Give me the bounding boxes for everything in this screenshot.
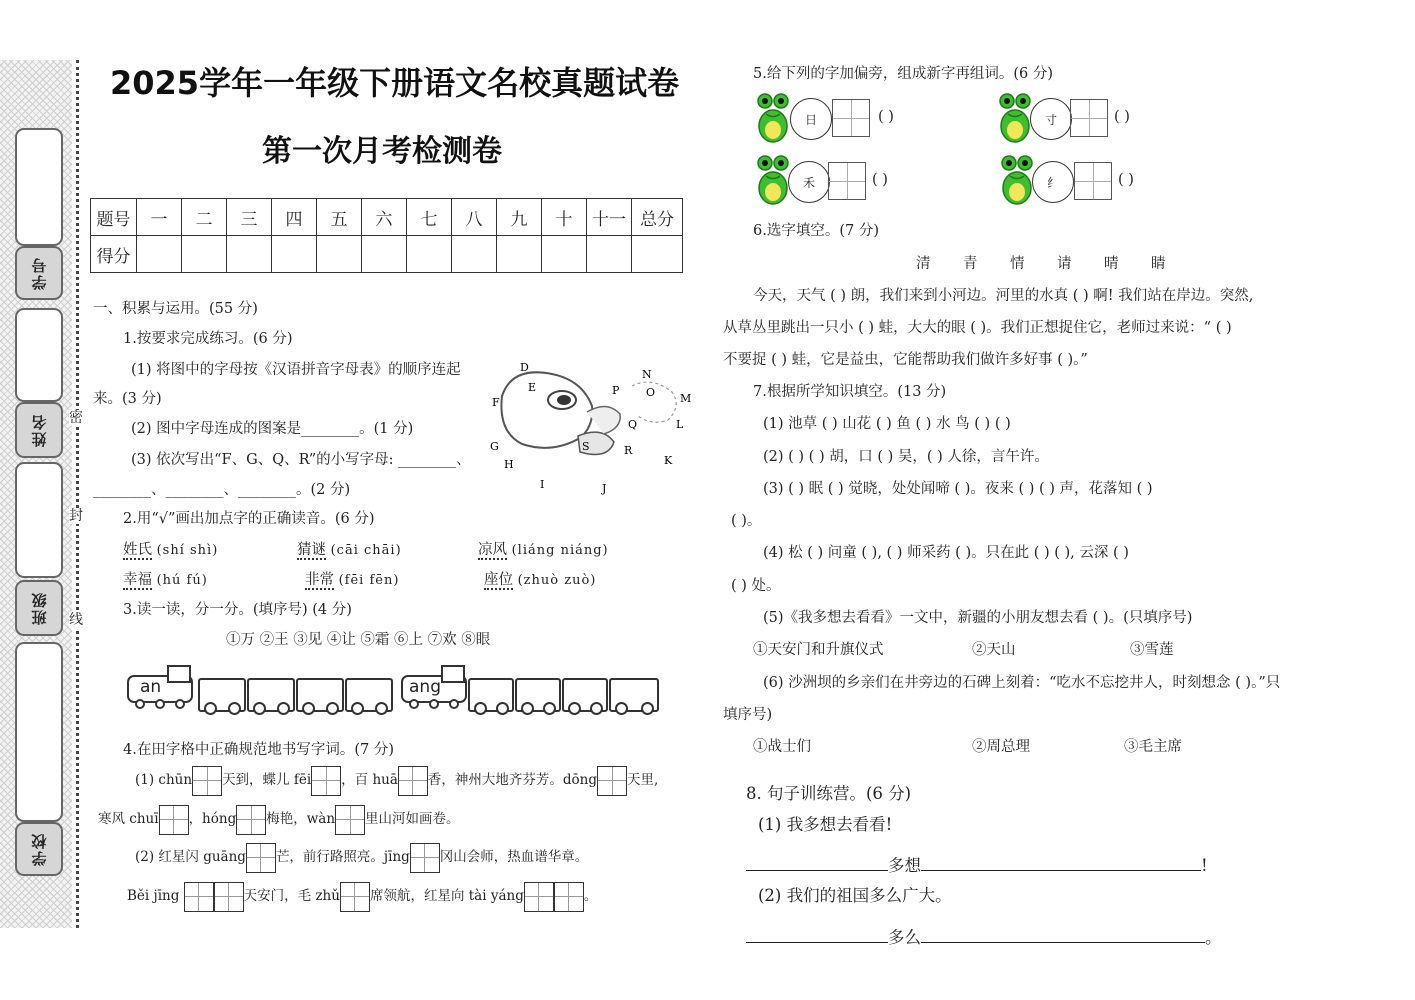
tianzige-box[interactable] bbox=[340, 882, 370, 912]
score-head-cell: 十一 bbox=[587, 199, 632, 236]
score-head-cell: 总分 bbox=[632, 199, 683, 236]
q7-title: 7.根据所学知识填空。(13 分) bbox=[753, 384, 947, 400]
q4-line3 bbox=[135, 841, 588, 873]
q8-keyword: 多么 bbox=[888, 928, 921, 947]
q2-pinyin-options[interactable]: (hú fú) bbox=[156, 573, 208, 588]
wheel bbox=[277, 702, 290, 715]
q7-item6-cont: 填序号) bbox=[723, 707, 773, 723]
q5-char-circle: 日 bbox=[790, 98, 832, 140]
score-row-label: 得分 bbox=[91, 236, 137, 273]
class-field[interactable] bbox=[15, 462, 63, 578]
tianzige-box[interactable] bbox=[410, 843, 440, 873]
q5-answer-box[interactable] bbox=[1070, 99, 1108, 137]
score-cell[interactable] bbox=[137, 236, 182, 273]
q5-answer-box[interactable] bbox=[832, 99, 870, 137]
tianzige-box[interactable] bbox=[554, 882, 584, 912]
q4-text: 香，神州大地齐芬芳。dōng bbox=[427, 772, 598, 788]
q8-sentence2: (2) 我们的祖国多么广大。 bbox=[758, 886, 952, 905]
q6-choice: 清 bbox=[916, 256, 931, 272]
wheel bbox=[615, 702, 628, 715]
q6-choice: 请 bbox=[1057, 256, 1072, 272]
seal-char-feng: 封 bbox=[69, 508, 83, 524]
q7-item6-option: ①战士们 bbox=[753, 739, 811, 755]
q5-paren[interactable]: ( ) bbox=[872, 172, 888, 188]
wheel bbox=[228, 702, 241, 715]
score-cell[interactable] bbox=[632, 236, 683, 273]
q2-item bbox=[478, 538, 609, 559]
q2-item bbox=[123, 538, 218, 559]
q8-punct: ! bbox=[1201, 856, 1208, 875]
dot-letter-L: L bbox=[676, 418, 684, 431]
score-cell[interactable] bbox=[497, 236, 542, 273]
class-label: 班级 bbox=[15, 580, 63, 636]
q7-item6-option: ③毛主席 bbox=[1124, 739, 1182, 755]
score-head-cell: 二 bbox=[182, 199, 227, 236]
tianzige-box[interactable] bbox=[524, 882, 554, 912]
score-table bbox=[90, 198, 683, 273]
q8-keyword: 多想 bbox=[888, 856, 921, 875]
q2-title: 2.用“√”画出加点字的正确读音。(6 分) bbox=[123, 511, 375, 527]
q4-text: (2) 红星闪 guāng bbox=[135, 849, 246, 865]
dot-letter-M: M bbox=[680, 392, 692, 405]
score-cell[interactable] bbox=[542, 236, 587, 273]
q4-text: ，百 huā bbox=[341, 772, 398, 788]
q5-paren[interactable]: ( ) bbox=[1118, 172, 1134, 188]
q4-text: 席领航，红星向 tài yáng bbox=[369, 888, 524, 904]
q6-title: 6.选字填空。(7 分) bbox=[753, 223, 879, 239]
name-label: 姓名 bbox=[15, 402, 63, 458]
dot-letter-F: F bbox=[492, 396, 500, 409]
q6-passage-line1: 今天，天气 ( ) 朗，我们来到小河边。河里的水真 ( ) 啊! 我们站在岸边。突然, bbox=[753, 288, 1254, 304]
q7-item5: (5)《我多想去看看》一文中，新疆的小朋友想去看 ( )。(只填序号) bbox=[763, 610, 1193, 626]
q5-answer-box[interactable] bbox=[1074, 162, 1112, 200]
dot-letter-G: G bbox=[490, 440, 499, 453]
q4-text: ，hóng bbox=[188, 811, 237, 827]
train-ang-label: ang bbox=[409, 677, 441, 697]
q5-title: 5.给下列的字加偏旁，组成新字再组词。(6 分) bbox=[753, 66, 1053, 82]
q7-item6-option: ②周总理 bbox=[972, 739, 1030, 755]
wheel bbox=[351, 702, 364, 715]
school-label: 学校 bbox=[15, 822, 63, 876]
q1-part3: (3) 依次写出“F、G、Q、R”的小写字母: ________、 bbox=[131, 452, 471, 468]
q6-choice: 青 bbox=[963, 256, 978, 272]
q1-title: 1.按要求完成练习。(6 分) bbox=[123, 331, 293, 347]
frog-icon bbox=[998, 90, 1032, 148]
q2-word: 座位 bbox=[484, 572, 513, 588]
q2-word: 幸福 bbox=[123, 572, 152, 588]
q7-item5-option: ①天安门和升旗仪式 bbox=[753, 642, 884, 658]
score-cell[interactable] bbox=[407, 236, 452, 273]
wheel bbox=[496, 702, 509, 715]
q4-text: Běi jīng bbox=[127, 888, 180, 904]
q2-item bbox=[123, 568, 208, 589]
score-head-cell: 七 bbox=[407, 199, 452, 236]
dot-letter-O: O bbox=[646, 386, 656, 399]
tianzige-box[interactable] bbox=[246, 843, 276, 873]
q6-passage-line3: 不要捉 ( ) 蛙，它是益虫，它能帮助我们做许多好事 ( )。” bbox=[723, 352, 1088, 368]
dot-letter-H: H bbox=[504, 458, 514, 471]
q2-pinyin-options[interactable]: (zhuò zuò) bbox=[517, 573, 597, 588]
score-cell[interactable] bbox=[452, 236, 497, 273]
wheel bbox=[326, 702, 339, 715]
wheel bbox=[302, 702, 315, 715]
q8-answer1 bbox=[746, 852, 1208, 876]
q1-part3-cont: ________、________、________。(2 分) bbox=[93, 482, 351, 498]
seal-char-mi: 密 bbox=[69, 410, 83, 426]
dot-letter-N: N bbox=[642, 368, 652, 381]
q4-text: 里山河如画卷。 bbox=[365, 811, 460, 827]
q4-line2 bbox=[98, 803, 460, 835]
q7-item4: (4) 松 ( ) 问童 ( ), ( ) 师采药 ( )。只在此 ( ) ( ), 云深 ( ) bbox=[763, 545, 1129, 561]
q5-paren[interactable]: ( ) bbox=[878, 109, 894, 125]
score-head-cell: 六 bbox=[362, 199, 407, 236]
score-head-cell: 九 bbox=[497, 199, 542, 236]
q4-line4 bbox=[127, 880, 597, 912]
q8-sentence1: (1) 我多想去看看! bbox=[758, 815, 893, 834]
dot-letter-P: P bbox=[612, 384, 620, 397]
q4-text: (1) chūn bbox=[135, 772, 193, 788]
dot-letter-K: K bbox=[664, 454, 673, 467]
tianzige-box[interactable] bbox=[184, 882, 214, 912]
q6-choice: 晴 bbox=[1104, 256, 1119, 272]
q6-choice: 睛 bbox=[1151, 256, 1166, 272]
q7-item1: (1) 池草 ( ) 山花 ( ) 鱼 ( ) 水 鸟 ( ) ( ) bbox=[763, 416, 1011, 432]
q5-paren[interactable]: ( ) bbox=[1114, 109, 1130, 125]
dot-letter-S: S bbox=[582, 440, 590, 453]
q3-title: 3.读一读，分一分。(填序号) (4 分) bbox=[123, 602, 352, 618]
q3-options: ①万 ②王 ③见 ④让 ⑤霜 ⑥上 ⑦欢 ⑧眼 bbox=[226, 632, 491, 648]
q5-char-circle: 寸 bbox=[1030, 98, 1072, 140]
q2-pinyin-options[interactable]: (cāi chāi) bbox=[330, 543, 402, 558]
page-subtitle: 第一次月考检测卷 bbox=[262, 134, 502, 169]
student-id-field[interactable] bbox=[15, 128, 63, 246]
tianzige-box[interactable] bbox=[192, 766, 222, 796]
score-row bbox=[91, 236, 683, 273]
q7-item5-option: ②天山 bbox=[972, 642, 1016, 658]
train-an-label: an bbox=[140, 677, 162, 697]
seal-char-xian: 线 bbox=[69, 612, 83, 628]
dot-letter-J: J bbox=[602, 482, 607, 495]
q2-pinyin-options[interactable]: (liáng niáng) bbox=[511, 543, 609, 558]
q2-pinyin-options[interactable]: (fēi fēn) bbox=[338, 573, 400, 588]
q5-answer-box[interactable] bbox=[828, 162, 866, 200]
q7-item2: (2) ( ) ( ) 胡，口 ( ) 吴，( ) 人徐，言午许。 bbox=[763, 449, 1049, 465]
dot-letter-I: I bbox=[540, 478, 545, 491]
q2-word: 姓氏 bbox=[123, 542, 152, 558]
score-head-cell: 八 bbox=[452, 199, 497, 236]
tianzige-box[interactable] bbox=[335, 805, 365, 835]
dot-letter-D: D bbox=[520, 361, 529, 374]
score-header-row bbox=[91, 199, 683, 236]
score-cell[interactable] bbox=[272, 236, 317, 273]
q7-item3: (3) ( ) 眠 ( ) 觉晓，处处闻啼 ( )。夜来 ( ) ( ) 声，花落知 ( ) bbox=[763, 481, 1153, 497]
wheel bbox=[568, 702, 581, 715]
q8-title: 8. 句子训练营。(6 分) bbox=[746, 784, 912, 803]
q4-text: 天到，蝶儿 fēi bbox=[222, 772, 312, 788]
q7-item6: (6) 沙洲坝的乡亲们在井旁边的石碑上刻着：“吃水不忘挖井人，时刻想念 ( )。”只 bbox=[763, 675, 1281, 691]
score-cell[interactable] bbox=[227, 236, 272, 273]
wheel bbox=[521, 702, 534, 715]
score-cell[interactable] bbox=[362, 236, 407, 273]
q2-item bbox=[305, 568, 399, 589]
q1-part1: (1) 将图中的字母按《汉语拼音字母表》的顺序连起 bbox=[131, 362, 461, 378]
score-cell[interactable] bbox=[182, 236, 227, 273]
q4-text: 天安门，毛 zhǔ bbox=[243, 888, 340, 904]
tianzige-box[interactable] bbox=[398, 766, 428, 796]
q1-part2: (2) 图中字母连成的图案是________。(1 分) bbox=[131, 421, 414, 437]
q4-title: 4.在田字格中正确规范地书写字词。(7 分) bbox=[123, 742, 394, 758]
score-cell[interactable] bbox=[587, 236, 632, 273]
tianzige-box[interactable] bbox=[311, 766, 341, 796]
q4-text: 冈山会师，热血谱华章。 bbox=[439, 849, 589, 865]
q8-answer2 bbox=[746, 924, 1222, 948]
dot-letter-Q: Q bbox=[628, 418, 638, 431]
school-field[interactable] bbox=[15, 642, 63, 822]
wheel bbox=[641, 702, 654, 715]
score-head-cell: 三 bbox=[227, 199, 272, 236]
q6-passage-line2: 从草丛里跳出一只小 ( ) 蛙，大大的眼 ( )。我们正想捉住它，老师过来说：“ ( ) bbox=[723, 320, 1232, 336]
dot-letter-R: R bbox=[624, 444, 633, 457]
q1-part1-cont: 来。(3 分) bbox=[93, 391, 162, 407]
q4-text: 天里, bbox=[627, 772, 659, 788]
tianzige-box[interactable] bbox=[236, 805, 266, 835]
q8-punct: 。 bbox=[1205, 928, 1222, 947]
answer-blank[interactable] bbox=[921, 924, 1205, 943]
q4-line1 bbox=[135, 764, 658, 796]
q7-item4-cont: ( ) 处。 bbox=[731, 578, 781, 594]
q2-item bbox=[297, 538, 402, 559]
q4-text: 芒，前行路照亮。jīng bbox=[275, 849, 410, 865]
tianzige-box[interactable] bbox=[597, 766, 627, 796]
seal-line bbox=[76, 60, 79, 928]
dot-to-dot-fish-picture bbox=[482, 356, 700, 498]
name-field[interactable] bbox=[15, 308, 63, 402]
section-1-title: 一、积累与运用。(55 分) bbox=[93, 301, 258, 317]
q6-choice: 情 bbox=[1010, 256, 1025, 272]
score-head-cell: 题号 bbox=[91, 199, 137, 236]
q2-word: 非常 bbox=[305, 572, 334, 588]
tianzige-box[interactable] bbox=[214, 882, 244, 912]
q4-text: 寒风 chuī bbox=[98, 811, 159, 827]
wheel bbox=[590, 702, 603, 715]
q2-word: 猜谜 bbox=[297, 542, 326, 558]
dot-letter-E: E bbox=[528, 381, 537, 394]
q5-char-circle: 纟 bbox=[1032, 161, 1074, 203]
wheel bbox=[474, 702, 487, 715]
wheel bbox=[253, 702, 266, 715]
score-head-cell: 十 bbox=[542, 199, 587, 236]
student-id-label: 学号 bbox=[15, 246, 63, 300]
q7-item5-option: ③雪莲 bbox=[1130, 642, 1174, 658]
frog-icon bbox=[1000, 152, 1034, 210]
wheel bbox=[375, 702, 388, 715]
q2-pinyin-options[interactable]: (shí shì) bbox=[156, 543, 219, 558]
score-head-cell: 五 bbox=[317, 199, 362, 236]
tianzige-box[interactable] bbox=[159, 805, 189, 835]
q7-item3-cont: ( )。 bbox=[731, 513, 762, 529]
wheel bbox=[204, 702, 217, 715]
q2-word: 凉风 bbox=[478, 542, 507, 558]
q5-char-circle: 禾 bbox=[788, 161, 830, 203]
score-head-cell: 一 bbox=[137, 199, 182, 236]
q2-item bbox=[484, 568, 596, 589]
wheel bbox=[543, 702, 556, 715]
answer-blank[interactable] bbox=[746, 852, 888, 871]
answer-blank[interactable] bbox=[746, 924, 888, 943]
score-head-cell: 四 bbox=[272, 199, 317, 236]
q4-text: 梅艳，wàn bbox=[266, 811, 336, 827]
page-title: 2025学年一年级下册语文名校真题试卷 bbox=[110, 64, 680, 102]
answer-blank[interactable] bbox=[921, 852, 1201, 871]
frog-icon bbox=[756, 90, 790, 148]
score-cell[interactable] bbox=[317, 236, 362, 273]
frog-icon bbox=[756, 152, 790, 210]
q4-text: 。 bbox=[583, 888, 598, 904]
